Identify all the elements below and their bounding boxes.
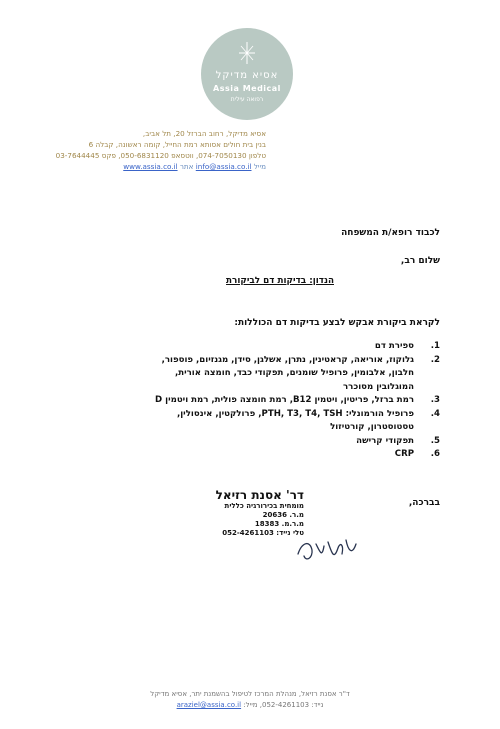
list-item [140,435,440,449]
contact-site-link[interactable]: www.assia.co.il [123,162,178,171]
item-text: פרופיל הורמונלי: PTH, T3, T4, TSH, פרולקטין, אינסולין, טסטוסטרון, קורטיזול [176,408,414,432]
footer-line: ד"ר אסנת רזיאל, מנהלת המרכז לטיפול בהשמנת יתר, אסיא מדיקל [150,690,350,698]
list-item [140,394,440,408]
salutation: לכבוד רופא/ת המשפחה [341,228,440,238]
test-list [140,340,440,462]
item-text: גלוקוז, אוריאה, קראטינין, נתרן, אשלגן, סידן, מגנזיום, פוספור, חלבון, אלבומין, פרופיל שומנים, תפקודי כבד, חומצה אורית, המוגלובין מסוכרר [161,354,414,392]
footer-phone: נייד: 052-4261103, מייל: [243,701,324,709]
company-logo [201,28,293,120]
letter-subject: הנדון: בדיקות דם לביקורת [226,276,334,286]
stamp-specialist: מ.ר.מ. 18383 [254,520,304,528]
item-text: תפקודי קרישה [356,435,414,446]
footer [112,689,388,711]
contact-phones: טלפון 074-7050130, ווטסאפ 050-6831120, פקס 03-7644445 [55,151,266,160]
item-text: רמת ברזל, פריטין, ויטמין B12, רמת חומצה פולית, רמת ויטמין D [155,395,414,405]
item-number: 1. [430,341,440,351]
item-number: 5. [430,435,440,446]
footer-email-link[interactable]: araziel@assia.co.il [176,701,242,709]
logo-name-hebrew: אסיא מדיקל [215,70,279,81]
logo-star-icon [239,42,255,64]
contact-address: אסיא מדיקל, רחוב הברזל 20, תל אביב, [142,129,266,138]
email-label: מייל [253,162,266,171]
footer-contact [112,700,388,711]
contact-building: בנין בית חולים אסותא רמת החייל, קומה ראשונה, קבלה 6 [88,140,266,149]
list-item [140,448,440,462]
logo-tagline: רפואה עילית [230,96,264,103]
logo-name-english: Assia Medical [213,84,281,93]
stamp-title: מומחית בכירורגיה כללית [224,502,304,510]
item-number: 2. [430,354,440,365]
item-text: ספירת דם [374,341,414,351]
doctor-stamp [206,488,304,538]
list-item [140,408,440,435]
letter-intro: לקראת ביקורת אבקש לבצע בדיקות דם הכוללות: [234,318,440,328]
stamp-name: דר' אסנת רזיאל [215,488,304,502]
handwritten-signature [294,532,358,566]
item-text: CRP [394,449,414,459]
closing: בברכה, [408,498,440,508]
item-number: 6. [430,449,440,459]
greeting: שלום רב, [400,256,440,266]
list-item [140,340,440,354]
list-item [140,354,440,395]
contact-email-link[interactable]: info@assia.co.il [195,162,252,171]
site-label: אתר [179,162,194,171]
contact-info [56,128,266,172]
stamp-license: מ.ר. 20636 [262,511,304,519]
contact-links [56,161,266,172]
item-number: 4. [430,408,440,419]
stamp-phone: טלי נייד: 052-4261103 [222,529,304,537]
item-number: 3. [430,395,440,405]
